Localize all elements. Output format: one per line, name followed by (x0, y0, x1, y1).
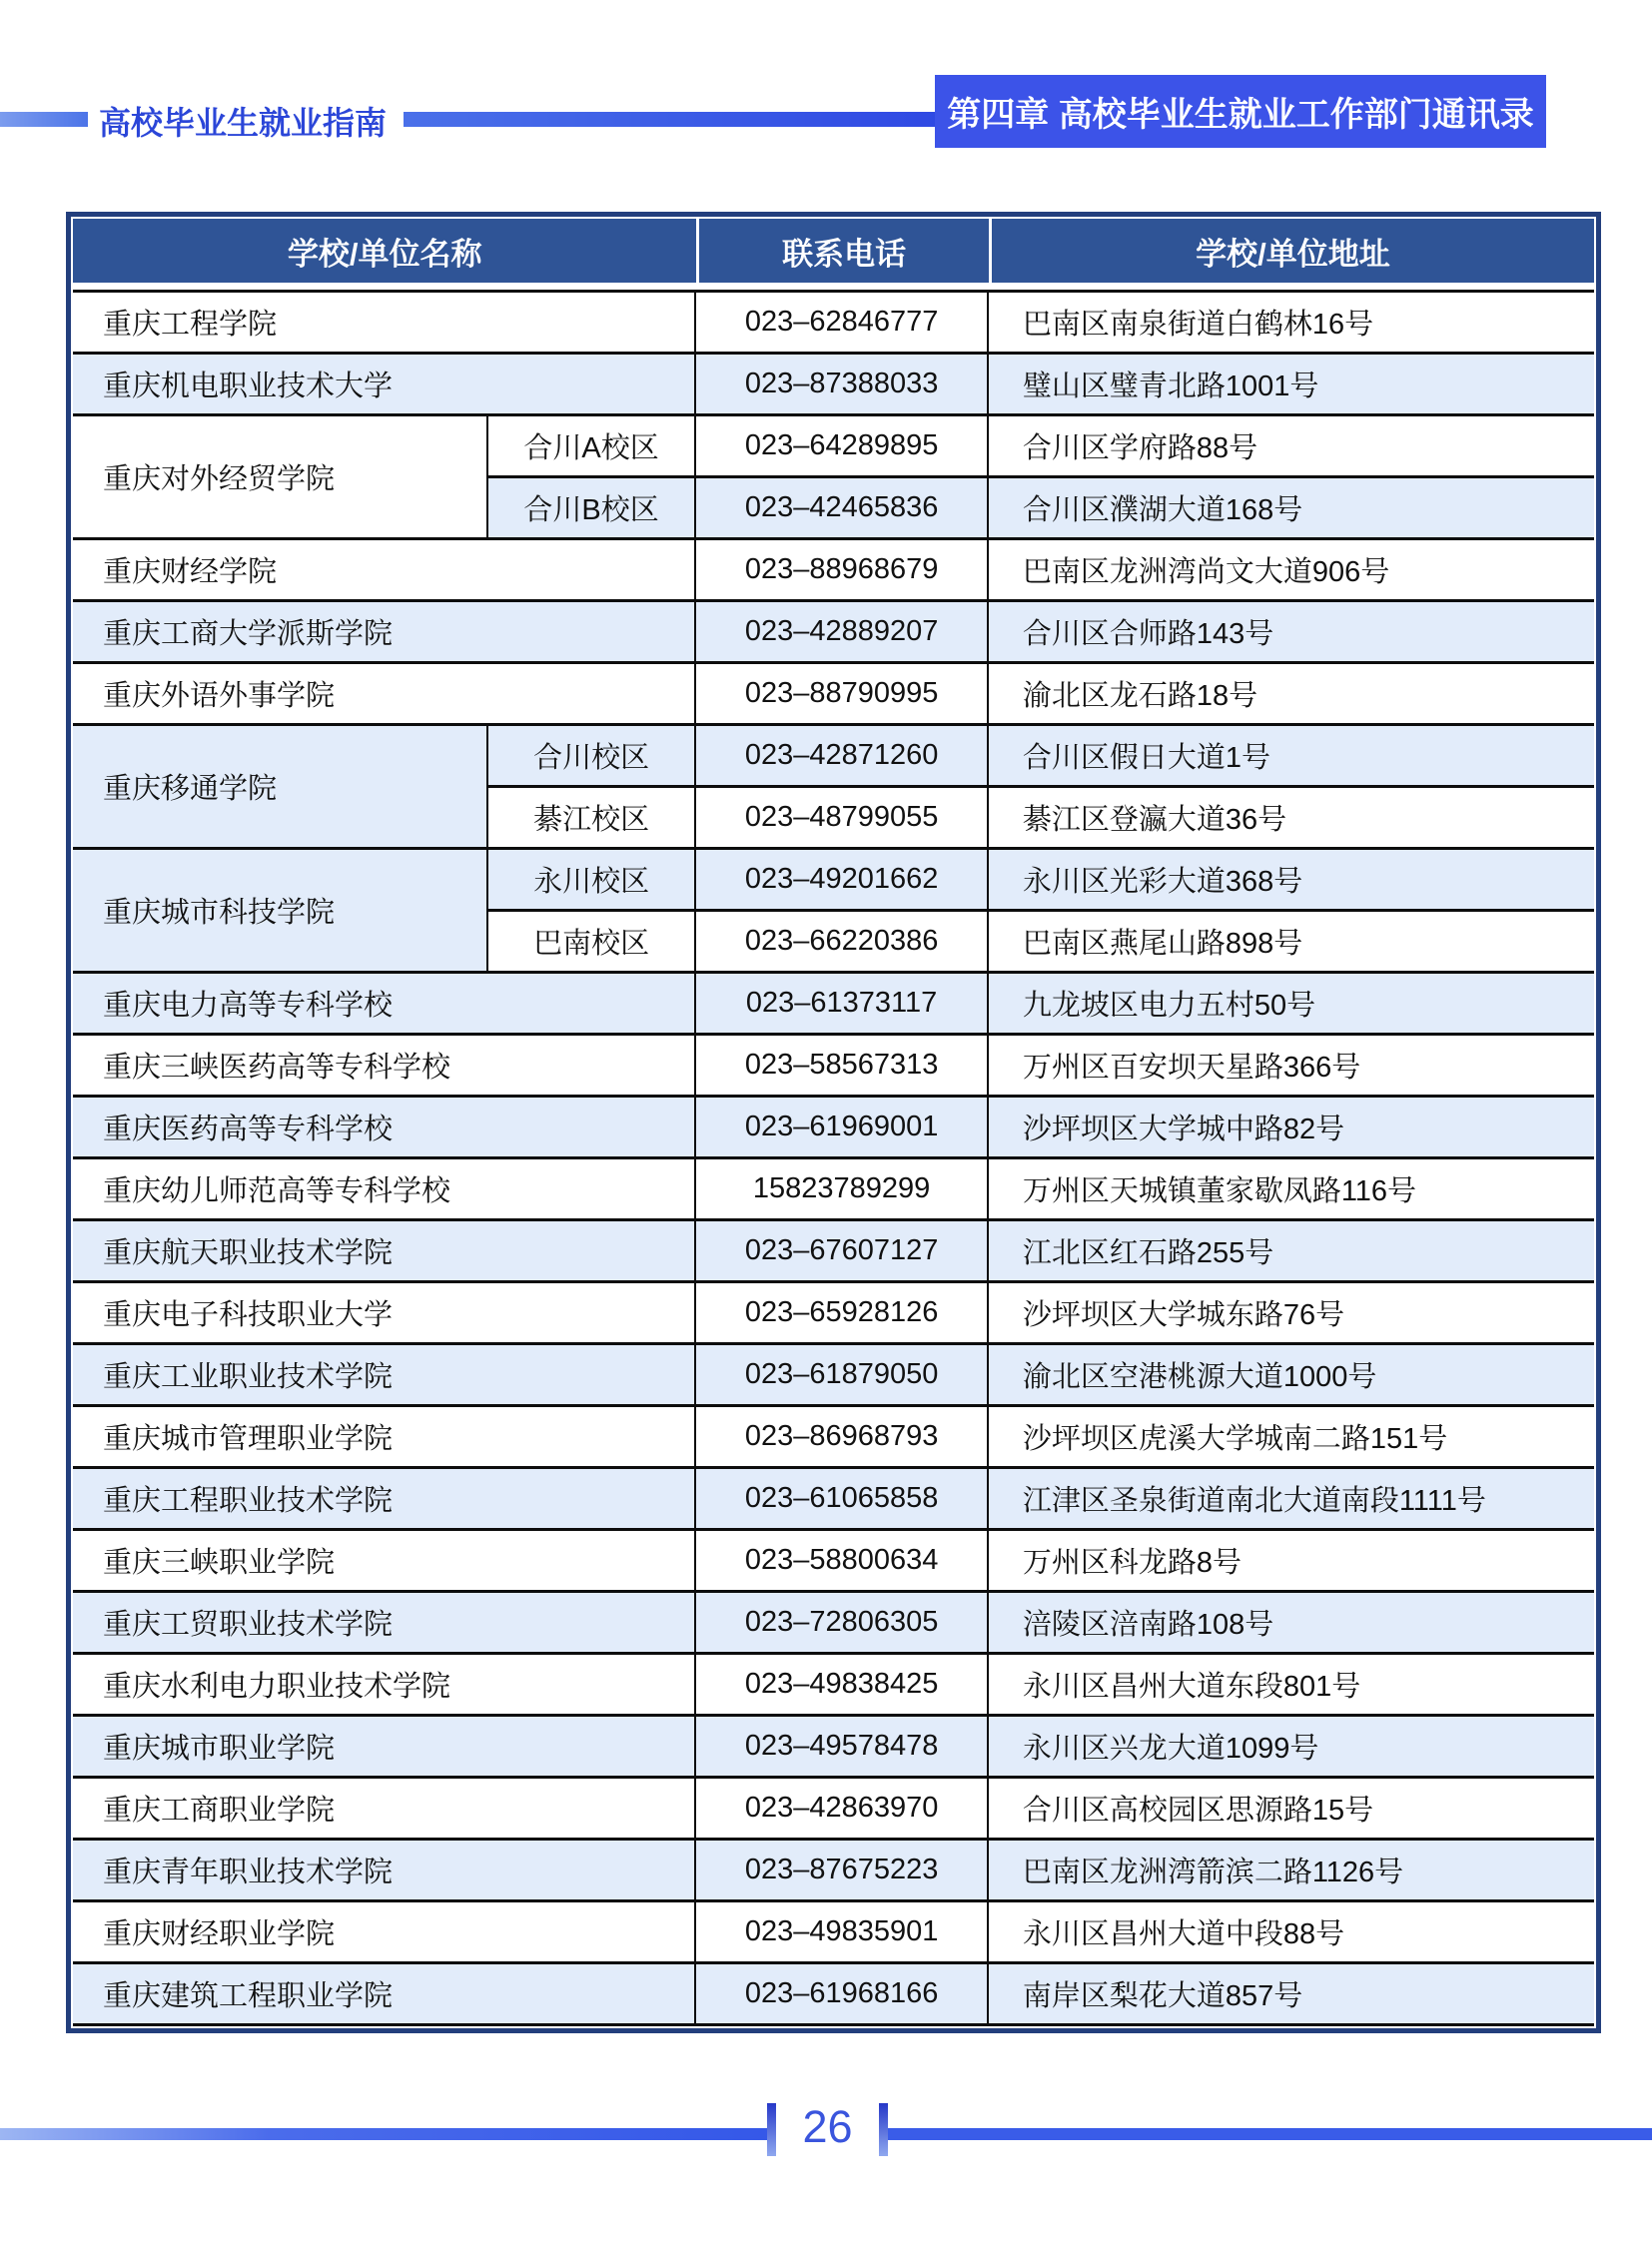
table-row (73, 1218, 1594, 1280)
table-header-row (73, 219, 1594, 290)
header-left-accent-bar (0, 112, 88, 127)
address-cell: 沙坪坝区大学城中路82号 (989, 1095, 1594, 1156)
table-row (73, 971, 1594, 1033)
phone-cell: 15823789299 (696, 1156, 988, 1218)
campus-cell: 巴南校区 (488, 909, 697, 971)
address-cell: 合川区高校园区思源路15号 (989, 1776, 1594, 1838)
school-name-cell: 重庆城市管理职业学院 (73, 1404, 696, 1466)
table-row (73, 537, 1594, 599)
table-body (73, 290, 1594, 2026)
address-cell: 沙坪坝区大学城东路76号 (989, 1280, 1594, 1342)
table-row (73, 1590, 1594, 1652)
school-name-cell: 重庆三峡医药高等专科学校 (73, 1033, 696, 1095)
address-cell: 江津区圣泉街道南北大道南段1111号 (989, 1466, 1594, 1528)
phone-cell: 023–87675223 (696, 1838, 988, 1899)
address-cell: 万州区百安坝天星路366号 (989, 1033, 1594, 1095)
address-cell: 永川区昌州大道中段88号 (989, 1899, 1594, 1961)
table-row (73, 847, 1594, 909)
table-row (73, 1095, 1594, 1156)
phone-cell: 023–72806305 (696, 1590, 988, 1652)
phone-cell: 023–66220386 (696, 909, 988, 971)
address-cell: 巴南区龙洲湾尚文大道906号 (989, 537, 1594, 599)
address-cell: 南岸区梨花大道857号 (989, 1961, 1594, 2026)
col-header-school-name: 学校/单位名称 (73, 219, 696, 290)
phone-cell: 023–49835901 (696, 1899, 988, 1961)
phone-cell: 023–61879050 (696, 1342, 988, 1404)
document-title: 高校毕业生就业指南 (99, 105, 388, 141)
address-cell: 巴南区燕尾山路898号 (989, 909, 1594, 971)
phone-cell: 023–88968679 (696, 537, 988, 599)
school-name-cell: 重庆医药高等专科学校 (73, 1095, 696, 1156)
table-row (73, 1899, 1594, 1961)
address-cell: 渝北区龙石路18号 (989, 661, 1594, 723)
school-name-cell: 重庆电子科技职业大学 (73, 1280, 696, 1342)
address-cell: 合川区濮湖大道168号 (989, 475, 1594, 537)
phone-cell: 023–67607127 (696, 1218, 988, 1280)
school-name-cell: 重庆三峡职业学院 (73, 1528, 696, 1590)
page-number: 26 (802, 2101, 853, 2152)
phone-cell: 023–49838425 (696, 1652, 988, 1714)
table-row (73, 1342, 1594, 1404)
address-cell: 合川区合师路143号 (989, 599, 1594, 661)
phone-cell: 023–49201662 (696, 847, 988, 909)
table-row (73, 1466, 1594, 1528)
phone-cell: 023–65928126 (696, 1280, 988, 1342)
footer-rule-right (888, 2128, 1652, 2140)
footer-divider-right (879, 2103, 888, 2156)
phone-cell: 023–48799055 (696, 785, 988, 847)
table-row (73, 352, 1594, 413)
address-cell: 綦江区登瀛大道36号 (989, 785, 1594, 847)
phone-cell: 023–61968166 (696, 1961, 988, 2026)
school-name-cell: 重庆青年职业技术学院 (73, 1838, 696, 1899)
address-cell: 巴南区南泉街道白鹤林16号 (989, 290, 1594, 352)
phone-cell: 023–61065858 (696, 1466, 988, 1528)
address-cell: 永川区昌州大道东段801号 (989, 1652, 1594, 1714)
campus-cell: 合川B校区 (488, 475, 697, 537)
phone-cell: 023–62846777 (696, 290, 988, 352)
address-cell: 九龙坡区电力五村50号 (989, 971, 1594, 1033)
contacts-table (66, 212, 1601, 2033)
school-name-cell: 重庆工商职业学院 (73, 1776, 696, 1838)
address-cell: 璧山区璧青北路1001号 (989, 352, 1594, 413)
school-name-cell: 重庆机电职业技术大学 (73, 352, 696, 413)
table-row (73, 1528, 1594, 1590)
school-name-cell: 重庆城市职业学院 (73, 1714, 696, 1776)
phone-cell: 023–42871260 (696, 723, 988, 785)
address-cell: 万州区科龙路8号 (989, 1528, 1594, 1590)
school-name-cell: 重庆水利电力职业技术学院 (73, 1652, 696, 1714)
table-row (73, 1652, 1594, 1714)
address-cell: 永川区光彩大道368号 (989, 847, 1594, 909)
campus-cell: 合川校区 (488, 723, 697, 785)
campus-cell: 合川A校区 (488, 413, 697, 475)
school-name-cell: 重庆工商大学派斯学院 (73, 599, 696, 661)
chapter-banner: 第四章 高校毕业生就业工作部门通讯录 (935, 75, 1546, 148)
phone-cell: 023–49578478 (696, 1714, 988, 1776)
school-name-cell: 重庆幼儿师范高等专科学校 (73, 1156, 696, 1218)
col-header-address: 学校/单位地址 (989, 219, 1594, 290)
table-row (73, 599, 1594, 661)
table-row (73, 661, 1594, 723)
phone-cell: 023–88790995 (696, 661, 988, 723)
address-cell: 合川区学府路88号 (989, 413, 1594, 475)
school-name-cell: 重庆电力高等专科学校 (73, 971, 696, 1033)
table-row (73, 290, 1594, 352)
school-name-cell: 重庆工程职业技术学院 (73, 1466, 696, 1528)
campus-cell: 綦江校区 (488, 785, 697, 847)
phone-cell: 023–86968793 (696, 1404, 988, 1466)
school-name-cell: 重庆建筑工程职业学院 (73, 1961, 696, 2026)
phone-cell: 023–58567313 (696, 1033, 988, 1095)
school-name-cell: 重庆对外经贸学院 (73, 413, 488, 537)
address-cell: 渝北区空港桃源大道1000号 (989, 1342, 1594, 1404)
school-name-cell: 重庆财经职业学院 (73, 1899, 696, 1961)
phone-cell: 023–64289895 (696, 413, 988, 475)
table-row (73, 1838, 1594, 1899)
table-row (73, 1033, 1594, 1095)
school-name-cell: 重庆工贸职业技术学院 (73, 1590, 696, 1652)
address-cell: 万州区天城镇董家歇凤路116号 (989, 1156, 1594, 1218)
table-row (73, 1961, 1594, 2026)
table-row (73, 1156, 1594, 1218)
table-row (73, 1404, 1594, 1466)
phone-cell: 023–42863970 (696, 1776, 988, 1838)
footer-rule-left (0, 2128, 767, 2140)
table-row (73, 723, 1594, 785)
school-name-cell: 重庆移通学院 (73, 723, 488, 847)
header-connector-bar (404, 112, 937, 127)
school-name-cell: 重庆外语外事学院 (73, 661, 696, 723)
school-name-cell: 重庆工程学院 (73, 290, 696, 352)
phone-cell: 023–42889207 (696, 599, 988, 661)
footer-divider-left (767, 2103, 776, 2156)
school-name-cell: 重庆城市科技学院 (73, 847, 488, 971)
table-row (73, 1280, 1594, 1342)
table-row (73, 413, 1594, 475)
address-cell: 涪陵区涪南路108号 (989, 1590, 1594, 1652)
table-row (73, 1776, 1594, 1838)
phone-cell: 023–58800634 (696, 1528, 988, 1590)
address-cell: 巴南区龙洲湾箭滨二路1126号 (989, 1838, 1594, 1899)
address-cell: 永川区兴龙大道1099号 (989, 1714, 1594, 1776)
school-name-cell: 重庆财经学院 (73, 537, 696, 599)
school-name-cell: 重庆工业职业技术学院 (73, 1342, 696, 1404)
phone-cell: 023–61373117 (696, 971, 988, 1033)
address-cell: 沙坪坝区虎溪大学城南二路151号 (989, 1404, 1594, 1466)
campus-cell: 永川校区 (488, 847, 697, 909)
col-header-phone: 联系电话 (696, 219, 988, 290)
phone-cell: 023–87388033 (696, 352, 988, 413)
phone-cell: 023–42465836 (696, 475, 988, 537)
table-row (73, 1714, 1594, 1776)
address-cell: 合川区假日大道1号 (989, 723, 1594, 785)
school-name-cell: 重庆航天职业技术学院 (73, 1218, 696, 1280)
phone-cell: 023–61969001 (696, 1095, 988, 1156)
address-cell: 江北区红石路255号 (989, 1218, 1594, 1280)
